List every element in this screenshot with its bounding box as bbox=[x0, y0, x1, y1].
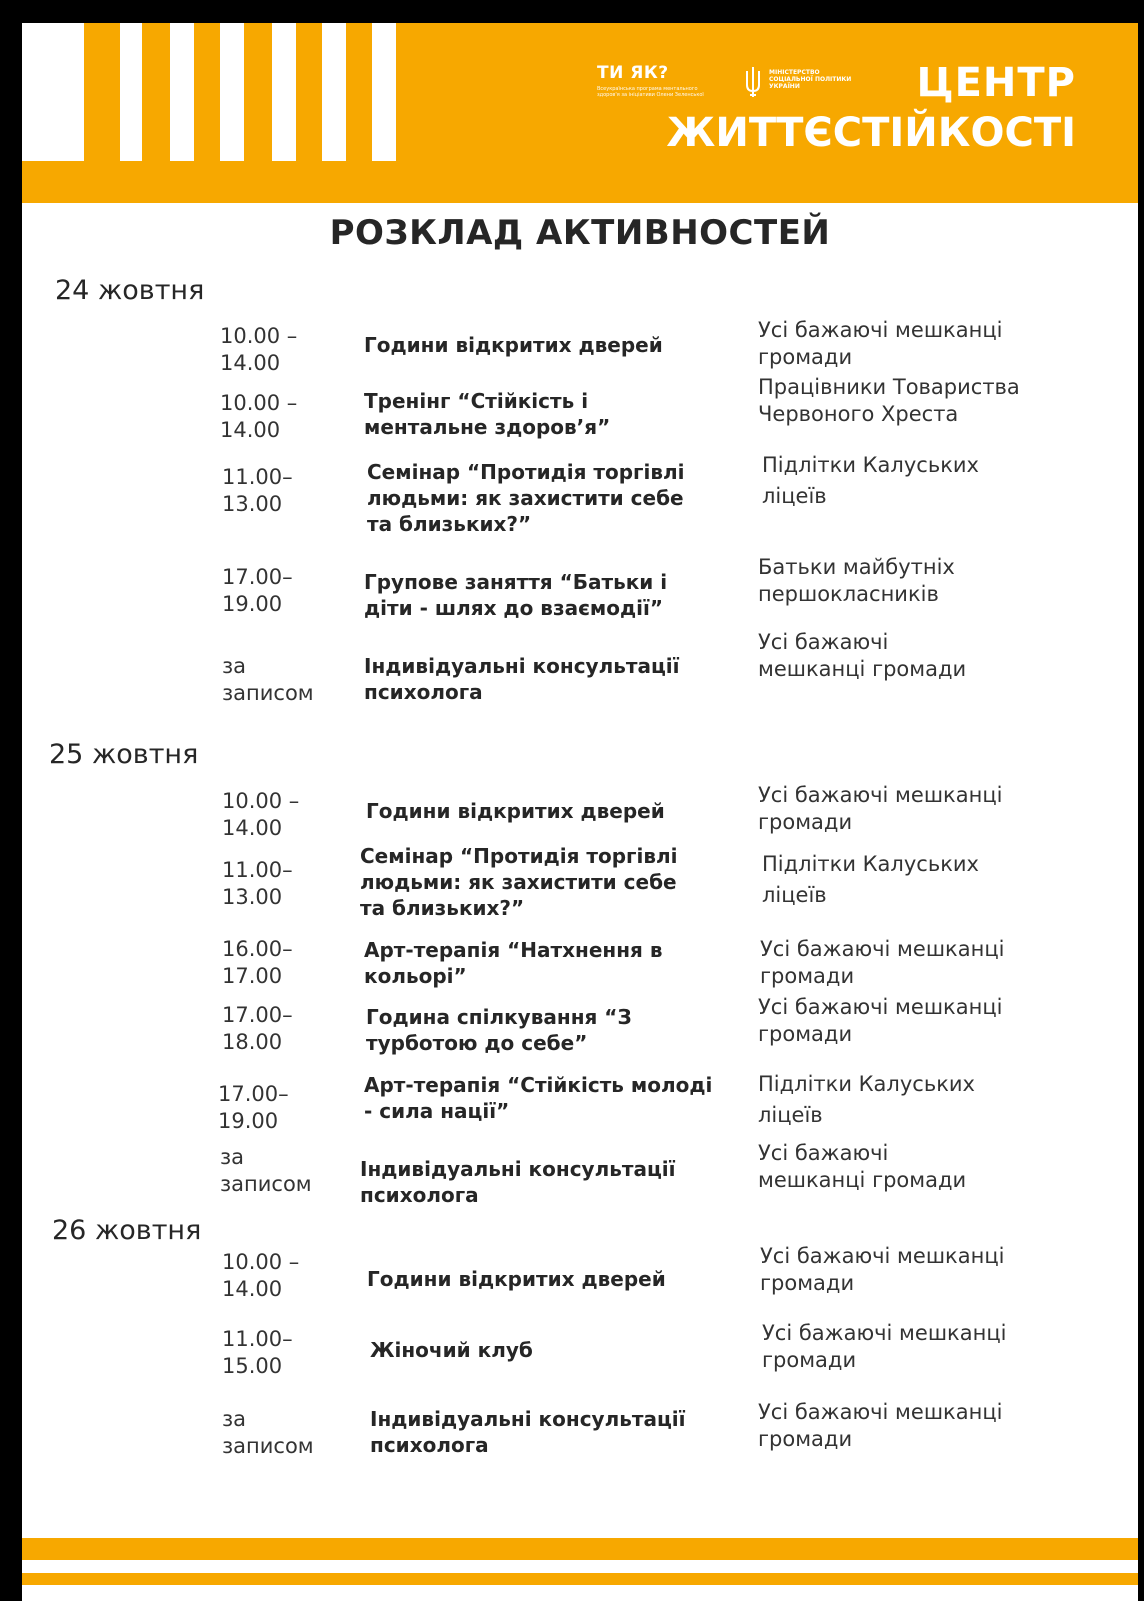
event-activity: Арт-терапія “Натхнення в кольорі” bbox=[364, 938, 663, 988]
event-audience: Усі бажаючі мешканці громади bbox=[760, 1244, 1005, 1295]
decor-stripe bbox=[22, 23, 84, 161]
decor-stripe bbox=[322, 23, 346, 161]
decor-stripe bbox=[372, 23, 396, 161]
page-title: РОЗКЛАД АКТИВНОСТЕЙ bbox=[329, 213, 831, 253]
tiyak-logo-subtitle: Всеукраїнська програма ментального здоров'я за ініціативи Олени Зеленської bbox=[597, 86, 704, 98]
event-audience: Усі бажаючі мешканці громади bbox=[762, 1321, 1007, 1372]
event-audience: Усі бажаючі мешканці громади bbox=[758, 783, 1003, 834]
event-audience: Працівники Товариства Червоного Хреста bbox=[758, 375, 1020, 426]
event-audience: Батьки майбутніх першокласників bbox=[758, 555, 955, 606]
event-time: 10.00 – 14.00 bbox=[220, 391, 298, 442]
event-time: 11.00– 15.00 bbox=[222, 1327, 293, 1378]
schedule-page bbox=[22, 23, 1138, 1601]
event-activity: Індивідуальні консультації психолога bbox=[360, 1157, 676, 1207]
event-time: за записом bbox=[220, 1145, 312, 1196]
event-activity: Індивідуальні консультації психолога bbox=[370, 1407, 686, 1457]
event-audience: Усі бажаючі мешканці громади bbox=[758, 1141, 967, 1192]
center-title bbox=[666, 60, 1076, 156]
event-activity: Жіночий клуб bbox=[370, 1338, 533, 1362]
decor-stripe bbox=[120, 23, 142, 161]
decor-stripe bbox=[220, 23, 244, 161]
event-activity: Арт-терапія “Стійкість молоді - сила нації” bbox=[364, 1073, 713, 1123]
event-time: 16.00– 17.00 bbox=[222, 937, 293, 988]
header-banner bbox=[22, 23, 1138, 203]
event-activity: Індивідуальні консультації психолога bbox=[364, 654, 680, 704]
date-heading: 24 жовтня bbox=[55, 275, 205, 306]
event-activity: Семінар “Протидія торгівлі людьми: як захистити себе та близьких?” bbox=[367, 460, 685, 536]
event-audience: Усі бажаючі мешканці громади bbox=[758, 318, 1003, 369]
event-audience: Усі бажаючі мешканці громади bbox=[758, 1400, 1003, 1451]
center-title-line2: ЖИТТЄСТІЙКОСТІ bbox=[666, 110, 1076, 156]
date-heading: 25 жовтня bbox=[49, 739, 199, 770]
event-time: 17.00– 19.00 bbox=[218, 1082, 289, 1133]
event-audience: Підлітки Калуських ліцеїв bbox=[758, 1072, 975, 1127]
event-time: 10.00 – 14.00 bbox=[222, 1250, 300, 1301]
event-activity: Групове заняття “Батьки і діти - шлях до взаємодії” bbox=[364, 570, 668, 620]
event-activity: Тренінг “Стійкість і ментальне здоров’я” bbox=[364, 389, 611, 439]
event-time: за записом bbox=[222, 1407, 314, 1458]
event-time: 17.00– 18.00 bbox=[222, 1003, 293, 1054]
event-audience: Підлітки Калуських ліцеїв bbox=[762, 453, 979, 508]
event-time: 10.00 – 14.00 bbox=[222, 789, 300, 840]
tiyak-logo-text: ТИ ЯК? bbox=[597, 63, 669, 83]
center-title-line1: ЦЕНТР bbox=[916, 60, 1076, 106]
event-activity: Години відкритих дверей bbox=[367, 1267, 666, 1291]
event-audience: Усі бажаючі мешканці громади bbox=[758, 995, 1003, 1046]
event-time: 11.00– 13.00 bbox=[222, 465, 293, 516]
footer-stripe bbox=[22, 1573, 1138, 1585]
event-time: 11.00– 13.00 bbox=[222, 858, 293, 909]
ministry-line: МІНІСТЕРСТВО bbox=[769, 69, 820, 76]
event-activity: Години відкритих дверей bbox=[366, 799, 665, 823]
event-activity: Години відкритих дверей bbox=[364, 333, 663, 357]
event-time: 10.00 – 14.00 bbox=[220, 324, 298, 375]
ministry-line: УКРАЇНИ bbox=[769, 83, 800, 90]
event-audience: Усі бажаючі мешканці громади bbox=[758, 630, 967, 681]
decor-stripe bbox=[170, 23, 194, 161]
footer-stripe bbox=[22, 1538, 1138, 1560]
date-heading: 26 жовтня bbox=[52, 1215, 202, 1246]
event-activity: Семінар “Протидія торгівлі людьми: як захистити себе та близьких?” bbox=[360, 844, 678, 920]
event-activity: Година спілкування “З турботою до себе” bbox=[366, 1005, 632, 1055]
event-time: 17.00– 19.00 bbox=[222, 565, 293, 616]
event-time: за записом bbox=[222, 654, 314, 705]
event-audience: Підлітки Калуських ліцеїв bbox=[762, 852, 979, 907]
ministry-line: СОЦІАЛЬНОЇ ПОЛІТИКИ bbox=[769, 76, 852, 83]
event-audience: Усі бажаючі мешканці громади bbox=[760, 937, 1005, 988]
decor-stripe bbox=[272, 23, 296, 161]
